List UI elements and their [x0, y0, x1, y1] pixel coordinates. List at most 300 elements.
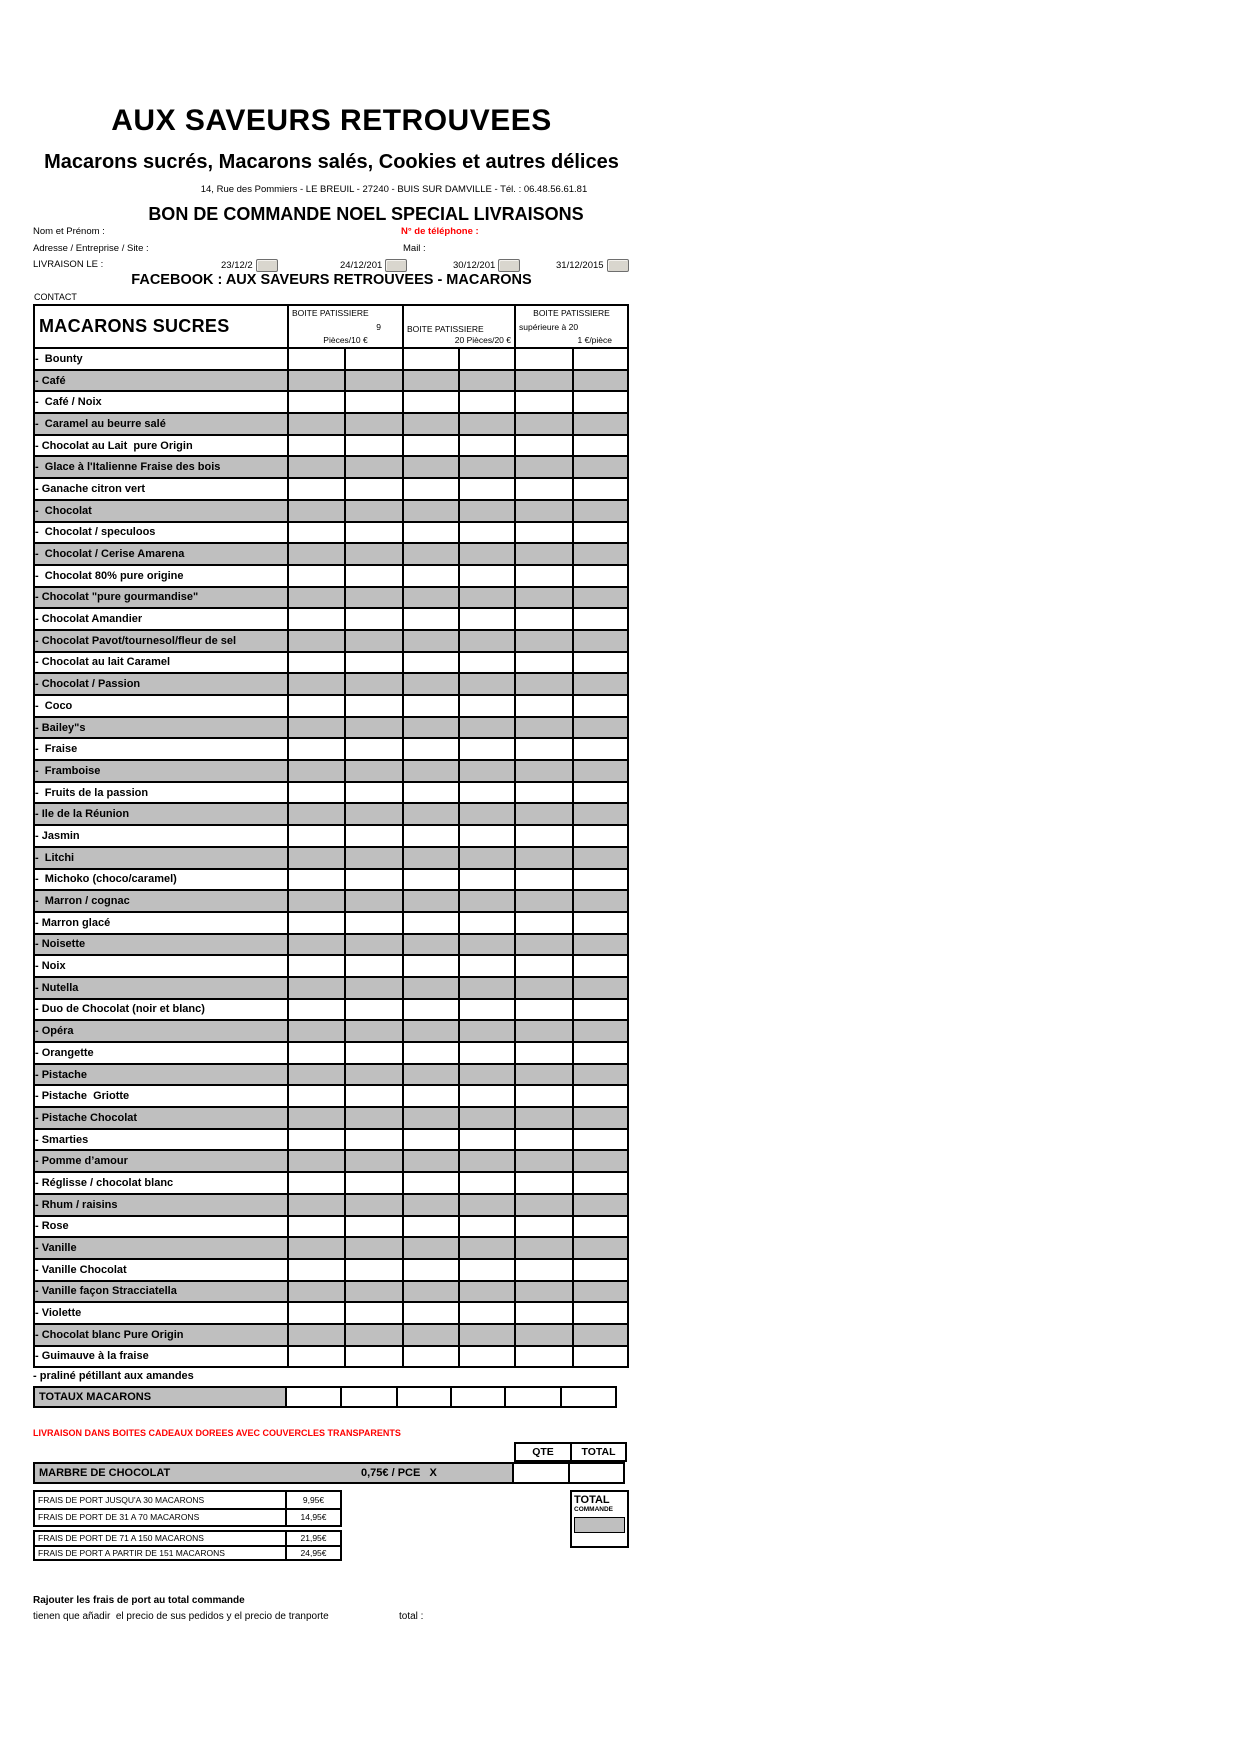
- qty-cell[interactable]: [287, 542, 344, 564]
- qty-cell[interactable]: [344, 542, 402, 564]
- qty-cell[interactable]: [572, 846, 629, 868]
- qty-cell[interactable]: [458, 933, 514, 955]
- qty-cell[interactable]: [514, 998, 572, 1020]
- qty-cell[interactable]: [344, 694, 402, 716]
- qty-cell[interactable]: [287, 412, 344, 434]
- qty-cell[interactable]: [287, 1215, 344, 1237]
- qty-cell[interactable]: [514, 412, 572, 434]
- qty-cell[interactable]: [287, 347, 344, 369]
- qty-cell[interactable]: [458, 564, 514, 586]
- qty-cell[interactable]: [514, 586, 572, 608]
- total-cell[interactable]: [340, 1386, 398, 1408]
- qty-cell[interactable]: [344, 1128, 402, 1150]
- qty-cell[interactable]: [344, 1193, 402, 1215]
- qty-cell[interactable]: [514, 1215, 572, 1237]
- qty-cell[interactable]: [572, 737, 629, 759]
- qty-cell[interactable]: [344, 824, 402, 846]
- qty-cell[interactable]: [458, 1128, 514, 1150]
- qty-cell[interactable]: [344, 802, 402, 824]
- qty-cell[interactable]: [287, 889, 344, 911]
- qty-cell[interactable]: [402, 868, 458, 890]
- qty-cell[interactable]: [458, 586, 514, 608]
- qty-cell[interactable]: [402, 1193, 458, 1215]
- date-checkbox[interactable]: [385, 259, 407, 272]
- qty-cell[interactable]: [458, 868, 514, 890]
- qty-cell[interactable]: [287, 499, 344, 521]
- qty-cell[interactable]: [344, 1041, 402, 1063]
- qty-cell[interactable]: [402, 1345, 458, 1367]
- qty-cell[interactable]: [287, 629, 344, 651]
- qty-cell[interactable]: [344, 1345, 402, 1367]
- qty-cell[interactable]: [514, 889, 572, 911]
- qty-cell[interactable]: [344, 651, 402, 673]
- qty-cell[interactable]: [402, 954, 458, 976]
- qty-cell[interactable]: [344, 455, 402, 477]
- qty-cell[interactable]: [402, 824, 458, 846]
- qty-cell[interactable]: [572, 1323, 629, 1345]
- qty-cell[interactable]: [287, 455, 344, 477]
- qty-cell[interactable]: [402, 1215, 458, 1237]
- qty-cell[interactable]: [458, 369, 514, 391]
- qty-cell[interactable]: [572, 1106, 629, 1128]
- qty-cell[interactable]: [572, 998, 629, 1020]
- date-checkbox[interactable]: [607, 259, 629, 272]
- total-cell[interactable]: [560, 1386, 617, 1408]
- qty-cell[interactable]: [402, 629, 458, 651]
- qty-cell[interactable]: [287, 802, 344, 824]
- qty-cell[interactable]: [458, 1301, 514, 1323]
- qty-cell[interactable]: [458, 1149, 514, 1171]
- qty-cell[interactable]: [287, 716, 344, 738]
- qty-cell[interactable]: [402, 672, 458, 694]
- qty-cell[interactable]: [344, 1171, 402, 1193]
- qty-cell[interactable]: [458, 412, 514, 434]
- qty-cell[interactable]: [514, 477, 572, 499]
- qty-cell[interactable]: [514, 629, 572, 651]
- qty-cell[interactable]: [514, 1128, 572, 1150]
- qty-cell[interactable]: [402, 998, 458, 1020]
- qty-cell[interactable]: [287, 759, 344, 781]
- qty-cell[interactable]: [287, 607, 344, 629]
- qty-cell[interactable]: [572, 716, 629, 738]
- qty-cell[interactable]: [514, 672, 572, 694]
- qty-cell[interactable]: [344, 1084, 402, 1106]
- shipping-price: 21,95€: [285, 1530, 342, 1547]
- qty-cell[interactable]: [402, 716, 458, 738]
- qty-cell[interactable]: [458, 694, 514, 716]
- qty-cell[interactable]: [514, 737, 572, 759]
- qty-cell[interactable]: [458, 455, 514, 477]
- qty-cell[interactable]: [287, 1128, 344, 1150]
- qty-cell[interactable]: [344, 1019, 402, 1041]
- qty-cell[interactable]: [402, 759, 458, 781]
- qty-cell[interactable]: [402, 521, 458, 543]
- qty-cell[interactable]: [344, 868, 402, 890]
- qty-cell[interactable]: [458, 1323, 514, 1345]
- qty-cell[interactable]: [287, 781, 344, 803]
- qty-cell[interactable]: [402, 1149, 458, 1171]
- qty-cell[interactable]: [572, 889, 629, 911]
- date-checkbox[interactable]: [256, 259, 278, 272]
- qty-cell[interactable]: [572, 521, 629, 543]
- qty-cell[interactable]: [287, 998, 344, 1020]
- qty-cell[interactable]: [402, 1236, 458, 1258]
- qty-cell[interactable]: [514, 802, 572, 824]
- flavor-row: [33, 672, 629, 694]
- qty-cell[interactable]: [458, 716, 514, 738]
- qty-cell[interactable]: [572, 759, 629, 781]
- qty-cell[interactable]: [402, 1171, 458, 1193]
- marble-total-cell[interactable]: [568, 1462, 625, 1484]
- qty-cell[interactable]: [458, 542, 514, 564]
- qty-cell[interactable]: [572, 911, 629, 933]
- qty-cell[interactable]: [287, 694, 344, 716]
- qty-cell[interactable]: [514, 1063, 572, 1085]
- qty-cell[interactable]: [458, 1280, 514, 1302]
- qty-cell[interactable]: [572, 629, 629, 651]
- qty-cell[interactable]: [514, 846, 572, 868]
- qty-cell[interactable]: [514, 759, 572, 781]
- qty-cell[interactable]: [402, 1084, 458, 1106]
- qty-cell[interactable]: [344, 390, 402, 412]
- qty-cell[interactable]: [344, 347, 402, 369]
- qty-cell[interactable]: [344, 1149, 402, 1171]
- qty-cell[interactable]: [572, 933, 629, 955]
- qty-cell[interactable]: [514, 347, 572, 369]
- qty-cell[interactable]: [572, 824, 629, 846]
- qty-cell[interactable]: [458, 824, 514, 846]
- qty-cell[interactable]: [402, 846, 458, 868]
- qty-cell[interactable]: [344, 998, 402, 1020]
- qty-cell[interactable]: [402, 1041, 458, 1063]
- qty-cell[interactable]: [458, 347, 514, 369]
- qty-cell[interactable]: [287, 564, 344, 586]
- qty-cell[interactable]: [287, 1193, 344, 1215]
- qty-cell[interactable]: [458, 651, 514, 673]
- qty-cell[interactable]: [514, 434, 572, 456]
- qty-cell[interactable]: [287, 434, 344, 456]
- qty-cell[interactable]: [344, 1106, 402, 1128]
- qty-cell[interactable]: [514, 521, 572, 543]
- qty-cell[interactable]: [458, 1258, 514, 1280]
- total-cell[interactable]: [396, 1386, 452, 1408]
- qty-cell[interactable]: [514, 933, 572, 955]
- qty-cell[interactable]: [572, 347, 629, 369]
- qty-cell[interactable]: [402, 651, 458, 673]
- qty-cell[interactable]: [402, 1258, 458, 1280]
- qty-cell[interactable]: [344, 1258, 402, 1280]
- qty-cell[interactable]: [287, 521, 344, 543]
- qty-cell[interactable]: [402, 564, 458, 586]
- qty-cell[interactable]: [572, 781, 629, 803]
- qty-cell[interactable]: [344, 607, 402, 629]
- qty-cell[interactable]: [287, 477, 344, 499]
- qty-cell[interactable]: [402, 1019, 458, 1041]
- qty-cell[interactable]: [344, 1301, 402, 1323]
- qty-cell[interactable]: [344, 1280, 402, 1302]
- qty-cell[interactable]: [287, 1236, 344, 1258]
- qty-cell[interactable]: [572, 1149, 629, 1171]
- date-checkbox[interactable]: [498, 259, 520, 272]
- qty-cell[interactable]: [514, 1345, 572, 1367]
- qty-cell[interactable]: [287, 737, 344, 759]
- qty-cell[interactable]: [514, 369, 572, 391]
- qty-cell[interactable]: [344, 889, 402, 911]
- qty-cell[interactable]: [514, 1019, 572, 1041]
- qty-cell[interactable]: [287, 672, 344, 694]
- qty-cell[interactable]: [514, 1258, 572, 1280]
- qty-cell[interactable]: [458, 1106, 514, 1128]
- marble-qte-cell[interactable]: [512, 1462, 570, 1484]
- qty-cell[interactable]: [402, 499, 458, 521]
- qty-cell[interactable]: [458, 911, 514, 933]
- qty-cell[interactable]: [572, 434, 629, 456]
- qty-cell[interactable]: [402, 694, 458, 716]
- qty-cell[interactable]: [402, 1323, 458, 1345]
- flavor-row: [33, 586, 629, 608]
- total-cell[interactable]: [285, 1386, 342, 1408]
- qty-cell[interactable]: [572, 1193, 629, 1215]
- qty-cell[interactable]: [287, 1323, 344, 1345]
- qty-cell[interactable]: [344, 629, 402, 651]
- qty-cell[interactable]: [458, 1171, 514, 1193]
- qty-cell[interactable]: [458, 737, 514, 759]
- qty-cell[interactable]: [514, 824, 572, 846]
- qty-cell[interactable]: [572, 542, 629, 564]
- qty-cell[interactable]: [402, 911, 458, 933]
- qty-cell[interactable]: [402, 889, 458, 911]
- qty-cell[interactable]: [458, 607, 514, 629]
- qty-cell[interactable]: [344, 586, 402, 608]
- qty-cell[interactable]: [572, 694, 629, 716]
- qty-cell[interactable]: [402, 434, 458, 456]
- qty-cell[interactable]: [572, 1215, 629, 1237]
- qty-cell[interactable]: [344, 911, 402, 933]
- qty-cell[interactable]: [458, 1193, 514, 1215]
- qty-cell[interactable]: [572, 868, 629, 890]
- qty-cell[interactable]: [287, 1041, 344, 1063]
- qty-cell[interactable]: [287, 1019, 344, 1041]
- qty-cell[interactable]: [572, 1345, 629, 1367]
- qty-cell[interactable]: [344, 499, 402, 521]
- qty-cell[interactable]: [287, 1301, 344, 1323]
- qty-cell[interactable]: [458, 477, 514, 499]
- flavor-row: [33, 1280, 629, 1302]
- qty-cell[interactable]: [402, 781, 458, 803]
- qty-cell[interactable]: [287, 846, 344, 868]
- qty-cell[interactable]: [344, 1215, 402, 1237]
- qty-cell[interactable]: [572, 1128, 629, 1150]
- qty-cell[interactable]: [572, 412, 629, 434]
- qty-cell[interactable]: [514, 1171, 572, 1193]
- qty-cell[interactable]: [402, 737, 458, 759]
- qty-cell[interactable]: [402, 390, 458, 412]
- qty-cell[interactable]: [572, 1280, 629, 1302]
- qty-cell[interactable]: [514, 542, 572, 564]
- qty-cell[interactable]: [344, 1063, 402, 1085]
- qty-cell[interactable]: [458, 781, 514, 803]
- qty-cell[interactable]: [572, 1236, 629, 1258]
- qty-cell[interactable]: [344, 1323, 402, 1345]
- qty-cell[interactable]: [572, 607, 629, 629]
- qty-cell[interactable]: [287, 954, 344, 976]
- qty-cell[interactable]: [287, 651, 344, 673]
- qty-cell[interactable]: [344, 954, 402, 976]
- qty-cell[interactable]: [572, 369, 629, 391]
- qty-cell[interactable]: [402, 455, 458, 477]
- qty-cell[interactable]: [458, 998, 514, 1020]
- qty-cell[interactable]: [572, 586, 629, 608]
- qty-cell[interactable]: [344, 412, 402, 434]
- qty-cell[interactable]: [287, 369, 344, 391]
- qty-cell[interactable]: [458, 521, 514, 543]
- qty-cell[interactable]: [514, 455, 572, 477]
- qty-cell[interactable]: [402, 1280, 458, 1302]
- qty-cell[interactable]: [572, 1041, 629, 1063]
- qty-cell[interactable]: [287, 868, 344, 890]
- qty-cell[interactable]: [458, 629, 514, 651]
- qty-cell[interactable]: [514, 651, 572, 673]
- qty-cell[interactable]: [402, 412, 458, 434]
- qty-cell[interactable]: [514, 564, 572, 586]
- qty-cell[interactable]: [514, 1106, 572, 1128]
- qty-cell[interactable]: [572, 802, 629, 824]
- qty-cell[interactable]: [572, 672, 629, 694]
- qty-cell[interactable]: [402, 1106, 458, 1128]
- qty-cell[interactable]: [572, 1084, 629, 1106]
- qty-cell[interactable]: [458, 1041, 514, 1063]
- qty-cell[interactable]: [287, 1280, 344, 1302]
- qty-cell[interactable]: [572, 1019, 629, 1041]
- qty-cell[interactable]: [572, 455, 629, 477]
- qty-cell[interactable]: [344, 1236, 402, 1258]
- qty-cell[interactable]: [514, 1301, 572, 1323]
- qty-cell[interactable]: [458, 889, 514, 911]
- qty-cell[interactable]: [458, 499, 514, 521]
- qty-cell[interactable]: [402, 1128, 458, 1150]
- qty-cell[interactable]: [287, 1106, 344, 1128]
- qty-cell[interactable]: [402, 542, 458, 564]
- qty-cell[interactable]: [402, 802, 458, 824]
- qty-cell[interactable]: [458, 1019, 514, 1041]
- qty-cell[interactable]: [572, 1258, 629, 1280]
- qty-cell[interactable]: [344, 477, 402, 499]
- qty-cell[interactable]: [458, 954, 514, 976]
- qty-cell[interactable]: [287, 1345, 344, 1367]
- qty-cell[interactable]: [514, 868, 572, 890]
- qty-cell[interactable]: [572, 564, 629, 586]
- phone-label: N° de téléphone :: [401, 226, 479, 237]
- qty-cell[interactable]: [344, 716, 402, 738]
- qty-cell[interactable]: [514, 1084, 572, 1106]
- qty-cell[interactable]: [287, 911, 344, 933]
- qty-cell[interactable]: [514, 1149, 572, 1171]
- qty-cell[interactable]: [344, 759, 402, 781]
- qty-cell[interactable]: [572, 499, 629, 521]
- qty-cell[interactable]: [287, 1171, 344, 1193]
- qty-cell[interactable]: [458, 1236, 514, 1258]
- qty-cell[interactable]: [402, 933, 458, 955]
- qty-cell[interactable]: [514, 976, 572, 998]
- qty-cell[interactable]: [344, 846, 402, 868]
- qty-cell[interactable]: [572, 390, 629, 412]
- qty-cell[interactable]: [402, 586, 458, 608]
- total-cell[interactable]: [450, 1386, 506, 1408]
- qty-cell[interactable]: [514, 1280, 572, 1302]
- qty-cell[interactable]: [514, 1193, 572, 1215]
- qty-cell[interactable]: [514, 1323, 572, 1345]
- qty-cell[interactable]: [458, 390, 514, 412]
- qty-cell[interactable]: [514, 1041, 572, 1063]
- qty-cell[interactable]: [402, 1063, 458, 1085]
- qty-cell[interactable]: [514, 911, 572, 933]
- qty-cell[interactable]: [458, 1063, 514, 1085]
- qty-cell[interactable]: [287, 933, 344, 955]
- qty-cell[interactable]: [344, 737, 402, 759]
- total-cell[interactable]: [504, 1386, 562, 1408]
- qty-cell[interactable]: [458, 846, 514, 868]
- qty-cell[interactable]: [514, 390, 572, 412]
- qty-cell[interactable]: [287, 976, 344, 998]
- qty-cell[interactable]: [458, 1215, 514, 1237]
- qty-cell[interactable]: [287, 390, 344, 412]
- qty-cell[interactable]: [514, 716, 572, 738]
- qty-cell[interactable]: [514, 781, 572, 803]
- qty-cell[interactable]: [514, 1236, 572, 1258]
- qty-cell[interactable]: [344, 521, 402, 543]
- qty-cell[interactable]: [287, 1063, 344, 1085]
- qty-cell[interactable]: [572, 954, 629, 976]
- qty-cell[interactable]: [402, 369, 458, 391]
- qty-cell[interactable]: [572, 1301, 629, 1323]
- qty-cell[interactable]: [287, 586, 344, 608]
- qty-cell[interactable]: [402, 1301, 458, 1323]
- qty-cell[interactable]: [572, 1171, 629, 1193]
- qty-cell[interactable]: [402, 976, 458, 998]
- qty-cell[interactable]: [572, 976, 629, 998]
- qty-cell[interactable]: [344, 369, 402, 391]
- qty-cell[interactable]: [344, 672, 402, 694]
- qty-cell[interactable]: [344, 564, 402, 586]
- qty-cell[interactable]: [344, 976, 402, 998]
- qty-cell[interactable]: [458, 976, 514, 998]
- qty-cell[interactable]: [402, 477, 458, 499]
- qty-cell[interactable]: [287, 824, 344, 846]
- qty-cell[interactable]: [458, 759, 514, 781]
- qty-cell[interactable]: [402, 347, 458, 369]
- qty-cell[interactable]: [514, 954, 572, 976]
- qty-cell[interactable]: [402, 607, 458, 629]
- qty-cell[interactable]: [572, 477, 629, 499]
- qty-cell[interactable]: [572, 1063, 629, 1085]
- qty-cell[interactable]: [287, 1258, 344, 1280]
- qty-cell[interactable]: [514, 607, 572, 629]
- qty-cell[interactable]: [287, 1149, 344, 1171]
- qty-cell[interactable]: [458, 434, 514, 456]
- qty-cell[interactable]: [572, 651, 629, 673]
- qty-cell[interactable]: [344, 434, 402, 456]
- qty-cell[interactable]: [287, 1084, 344, 1106]
- qty-cell[interactable]: [458, 802, 514, 824]
- qty-cell[interactable]: [514, 694, 572, 716]
- qty-cell[interactable]: [344, 781, 402, 803]
- qty-cell[interactable]: [458, 1345, 514, 1367]
- qty-cell[interactable]: [458, 672, 514, 694]
- qty-cell[interactable]: [514, 499, 572, 521]
- order-total-value-cell[interactable]: [574, 1517, 625, 1533]
- qty-cell[interactable]: [344, 933, 402, 955]
- qty-cell[interactable]: [458, 1084, 514, 1106]
